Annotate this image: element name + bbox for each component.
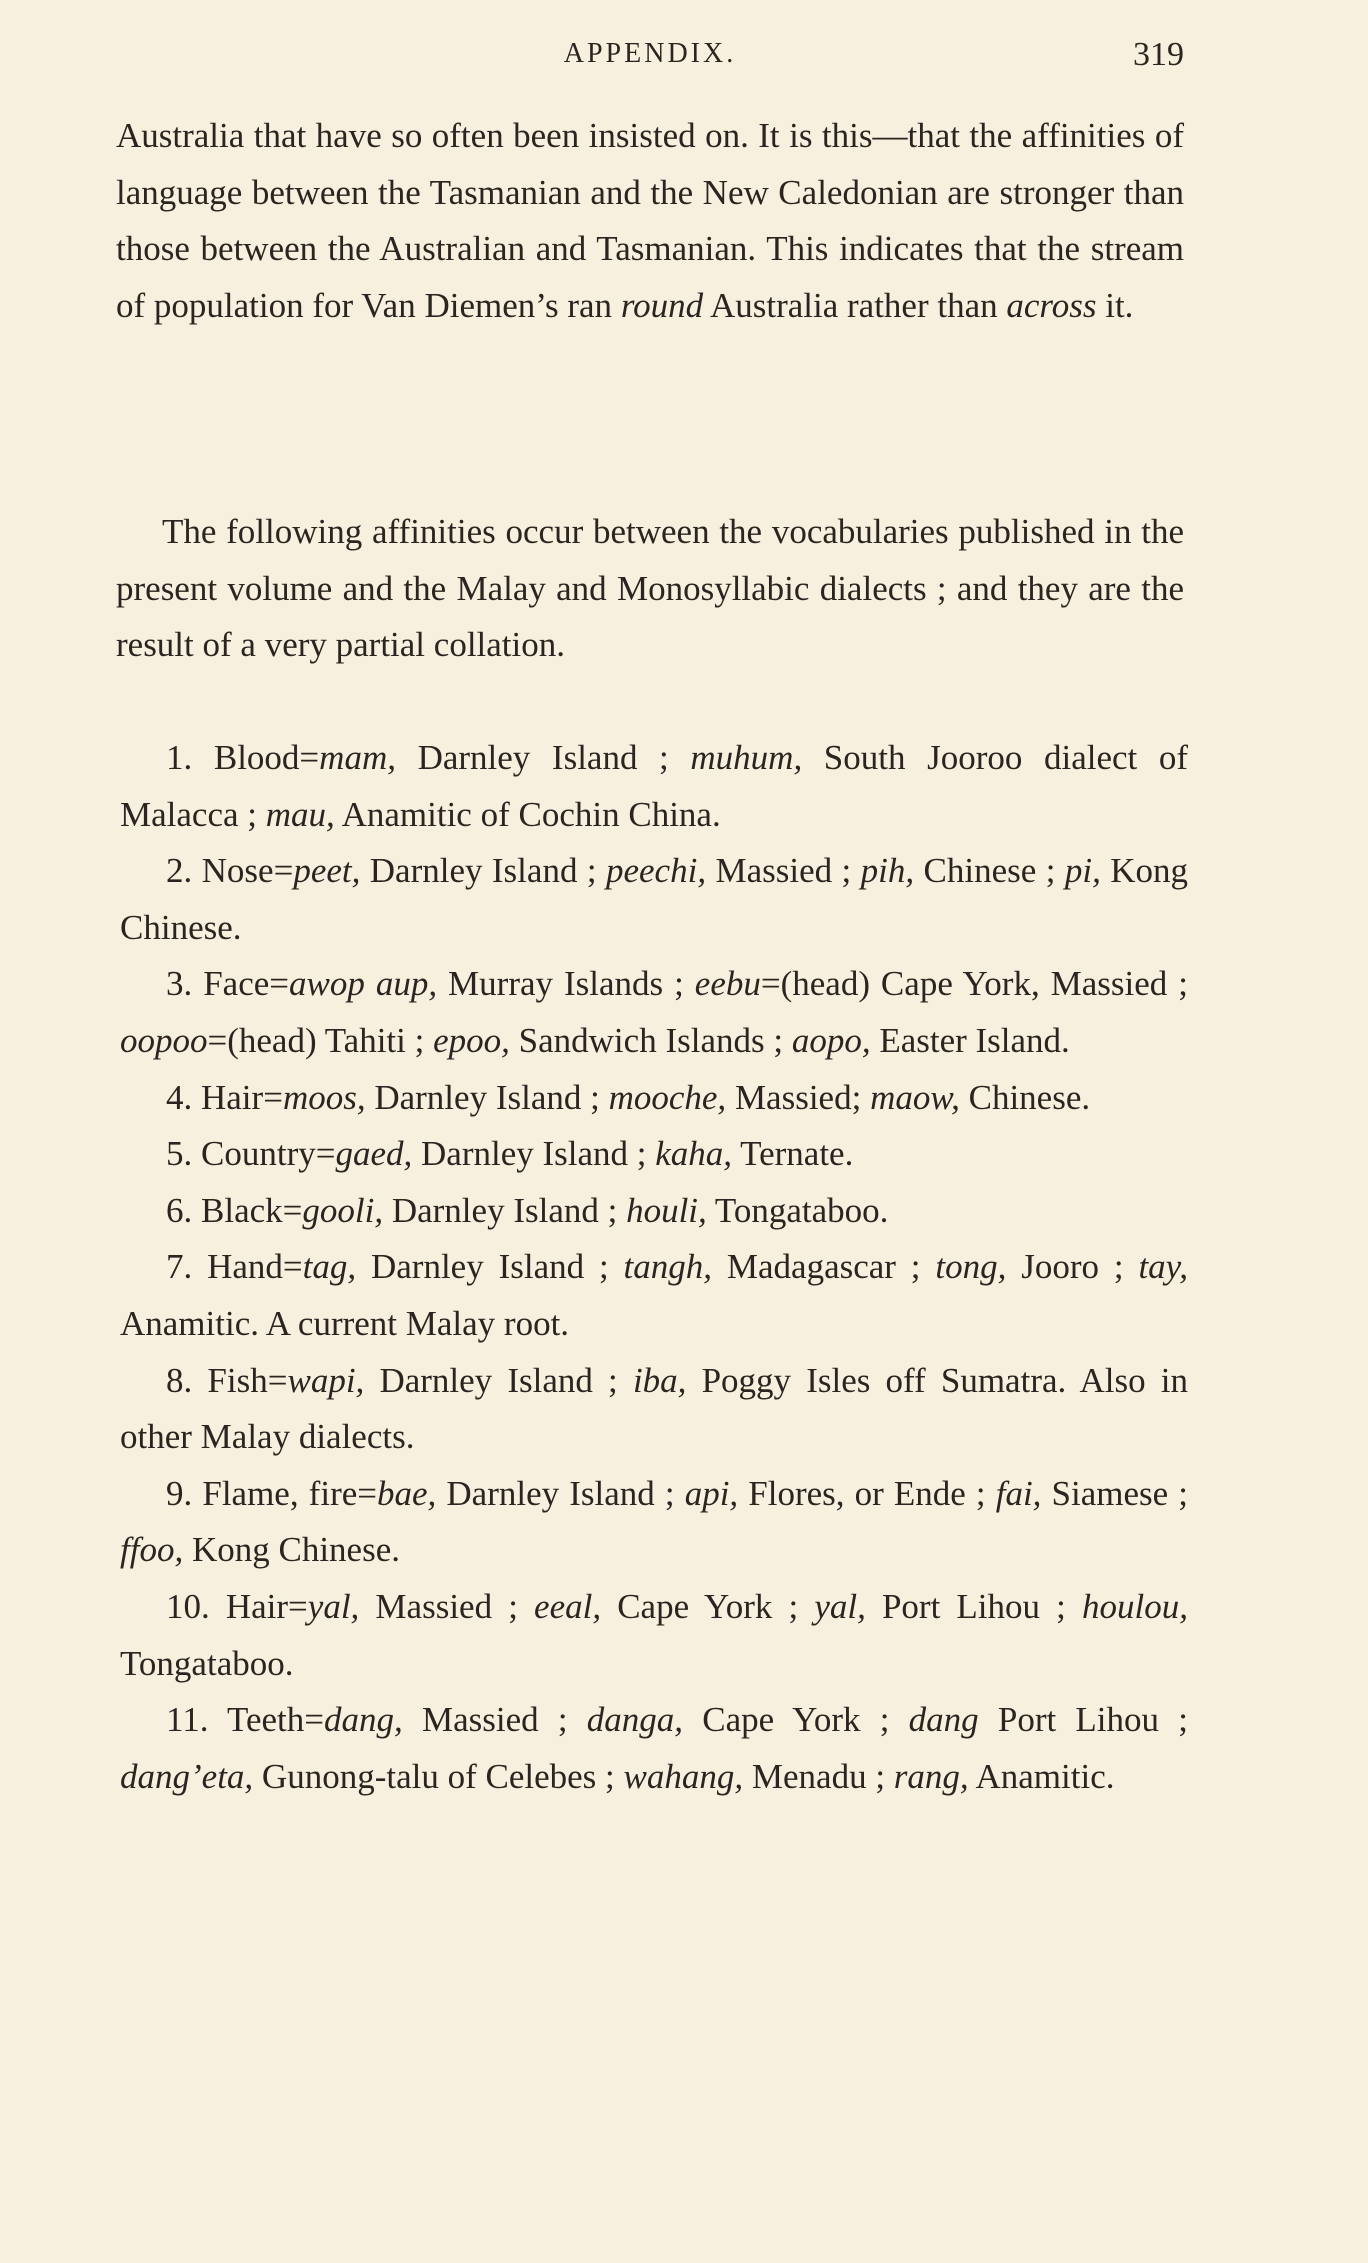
list-item-text: Anamitic. A current Malay root. bbox=[120, 1303, 570, 1343]
paragraph-1 bbox=[116, 108, 1184, 334]
list-item-text: =(head) Tahiti ; bbox=[207, 1020, 434, 1060]
list-item bbox=[120, 1579, 1188, 1692]
running-head-title: APPENDIX. bbox=[563, 38, 737, 69]
paragraph-intro bbox=[116, 504, 1184, 674]
list-item-text: Anamitic. bbox=[968, 1756, 1115, 1796]
vocabulary-word: oopoo bbox=[120, 1020, 208, 1060]
vocabulary-word: moos, bbox=[282, 1077, 366, 1117]
list-item-text: Port Lihou ; bbox=[978, 1700, 1188, 1740]
vocabulary-word: epoo, bbox=[433, 1020, 510, 1060]
list-item-text: Massied ; bbox=[359, 1586, 535, 1626]
vocabulary-word: yal, bbox=[307, 1586, 360, 1626]
vocabulary-word: dang’eta, bbox=[120, 1756, 254, 1796]
vocabulary-word: houlou, bbox=[1081, 1586, 1188, 1626]
paragraph-continuation bbox=[116, 108, 1184, 334]
vocabulary-word: tay, bbox=[1138, 1247, 1189, 1287]
list-item-text: Poggy Isles off Sumatra. Also in other Malay dialects. bbox=[120, 1360, 1188, 1457]
vocabulary-word: tangh, bbox=[623, 1247, 713, 1287]
list-item-text: Massied; bbox=[726, 1077, 871, 1117]
vocabulary-word: eeal, bbox=[534, 1586, 602, 1626]
list-item-text: 7. Hand= bbox=[166, 1247, 303, 1287]
vocabulary-word: tag, bbox=[302, 1247, 357, 1287]
list-item-text: Darnley Island ; bbox=[436, 1473, 685, 1513]
list-item-text: Cape York ; bbox=[601, 1586, 815, 1626]
list-item-text: 3. Face= bbox=[166, 964, 290, 1004]
list-item-text: Kong Chinese. bbox=[183, 1530, 400, 1570]
list-item bbox=[120, 1692, 1188, 1805]
list-item bbox=[120, 1353, 1188, 1466]
paragraph-1-text-c: it. bbox=[1096, 285, 1134, 325]
list-item-text: Siamese ; bbox=[1041, 1473, 1189, 1513]
list-item-text: 4. Hair= bbox=[166, 1077, 283, 1117]
vocabulary-word: awop aup, bbox=[289, 964, 438, 1004]
vocabulary-word: danga, bbox=[586, 1700, 684, 1740]
list-item-text: Kong Chinese. bbox=[120, 851, 1189, 947]
vocabulary-word: aopo, bbox=[791, 1020, 871, 1060]
paragraph-1-text-b: Australia rather than bbox=[703, 285, 1007, 325]
vocabulary-word: mau, bbox=[265, 794, 335, 834]
vocabulary-word: fai, bbox=[995, 1473, 1042, 1513]
paragraph-1-italic-round: round bbox=[620, 285, 704, 325]
paragraph-2: The following affinities occur between the vocabularies published in the present volume and the Malay and Monosyllabic dialects ; and they are the result of a very partial collation. bbox=[116, 512, 1184, 664]
list-item bbox=[120, 1466, 1188, 1579]
list-item-text: Port Lihou ; bbox=[865, 1586, 1082, 1626]
vocabulary-word: api, bbox=[684, 1473, 739, 1513]
vocabulary-word: dang bbox=[908, 1700, 979, 1740]
list-item-text: 10. Hair= bbox=[166, 1586, 308, 1626]
vocabulary-word: pi, bbox=[1064, 851, 1101, 891]
list-item-text: 5. Country= bbox=[166, 1134, 336, 1174]
vocabulary-word: iba, bbox=[632, 1360, 687, 1400]
list-item-text: Anamitic of Cochin China. bbox=[334, 794, 721, 834]
list-item-text: Murray Islands ; bbox=[437, 964, 695, 1004]
vocabulary-word: bae, bbox=[377, 1473, 437, 1513]
list-item-text: Darnley Island ; bbox=[364, 1360, 633, 1400]
vocabulary-word: kaha, bbox=[655, 1134, 733, 1174]
list-item-text: Cape York ; bbox=[683, 1700, 909, 1740]
vocabulary-word: rang, bbox=[893, 1756, 969, 1796]
vocabulary-word: tong, bbox=[935, 1247, 1007, 1287]
list-item-text: 6. Black= bbox=[166, 1190, 303, 1230]
list-item bbox=[120, 730, 1188, 843]
list-item-text: Chinese ; bbox=[914, 851, 1065, 891]
vocabulary-word: peet, bbox=[293, 851, 361, 891]
vocabulary-word: mam, bbox=[319, 738, 396, 777]
list-item-text: 2. Nose= bbox=[166, 851, 294, 891]
vocabulary-word: dang, bbox=[324, 1700, 403, 1740]
vocabulary-word: peechi, bbox=[605, 851, 707, 891]
vocabulary-word: ffoo, bbox=[120, 1530, 184, 1570]
list-item-text: Gunong-talu of Celebes ; bbox=[253, 1756, 624, 1796]
list-item-text: 1. Blood= bbox=[166, 738, 320, 777]
page-number: 319 bbox=[1133, 36, 1184, 73]
vocabulary-word: pih, bbox=[860, 851, 915, 891]
list-item-text: Sandwich Islands ; bbox=[509, 1020, 792, 1060]
vocabulary-word: gaed, bbox=[335, 1134, 413, 1174]
list-item-text: =(head) Cape York, Massied ; bbox=[760, 964, 1188, 1004]
list-item-text: Menadu ; bbox=[743, 1756, 894, 1796]
vocabulary-word: mooche, bbox=[608, 1077, 727, 1117]
list-item-text: Darnley Island ; bbox=[365, 1077, 609, 1117]
list-item-text: Ternate. bbox=[732, 1134, 854, 1174]
running-head bbox=[116, 38, 1184, 78]
list-item-text: Madagascar ; bbox=[712, 1247, 936, 1287]
vocabulary-word: eebu bbox=[694, 964, 761, 1004]
list-item-text: 8. Fish= bbox=[166, 1360, 288, 1400]
vocabulary-word: houli, bbox=[626, 1190, 707, 1230]
list-item bbox=[120, 1126, 1188, 1183]
list-item-text: Darnley Island ; bbox=[356, 1247, 624, 1287]
list-item bbox=[120, 843, 1188, 956]
list-item bbox=[120, 1239, 1188, 1352]
list-item-text: Massied ; bbox=[402, 1700, 587, 1740]
vocabulary-word: maow, bbox=[870, 1077, 960, 1117]
list-item-text: 11. Teeth= bbox=[166, 1700, 324, 1740]
vocabulary-word: gooli, bbox=[302, 1190, 384, 1230]
list-item-text: 9. Flame, fire= bbox=[166, 1473, 377, 1513]
list-item-text: Darnley Island ; bbox=[412, 1134, 656, 1174]
list-item bbox=[120, 956, 1188, 1069]
paragraph-1-text-a: Australia that have so often been insisted on. It is this—that the affinities of language between the Tasmanian and the New Caledonian are stronger than those between the Australian and Tasmanian. This indicates that the stream of population for Van Diemen’s ran bbox=[116, 116, 1184, 325]
list-item-text: Tongataboo. bbox=[706, 1190, 889, 1230]
vocabulary-word: wahang, bbox=[623, 1756, 744, 1796]
list-item-text: Flores, or Ende ; bbox=[738, 1473, 996, 1513]
list-item-text: Darnley Island ; bbox=[360, 851, 606, 891]
list-item bbox=[120, 1070, 1188, 1127]
list-item-text: Jooro ; bbox=[1006, 1247, 1139, 1287]
vocabulary-word: wapi, bbox=[287, 1360, 365, 1400]
vocabulary-word: yal, bbox=[814, 1586, 866, 1626]
affinity-list bbox=[120, 730, 1188, 1805]
list-item-text: Massied ; bbox=[706, 851, 861, 891]
list-item-text: Easter Island. bbox=[870, 1020, 1070, 1060]
list-item bbox=[120, 1183, 1188, 1240]
list-item-text: Darnley Island ; bbox=[395, 738, 691, 777]
list-item-text: South Jooroo dialect of Malacca ; bbox=[120, 738, 1189, 834]
list-item-text: Darnley Island ; bbox=[383, 1190, 627, 1230]
vocabulary-word: muhum, bbox=[690, 738, 803, 777]
list-item-text: Tongataboo. bbox=[120, 1643, 294, 1683]
paragraph-1-italic-across: across bbox=[1006, 285, 1097, 325]
list-item-text: Chinese. bbox=[959, 1077, 1091, 1117]
